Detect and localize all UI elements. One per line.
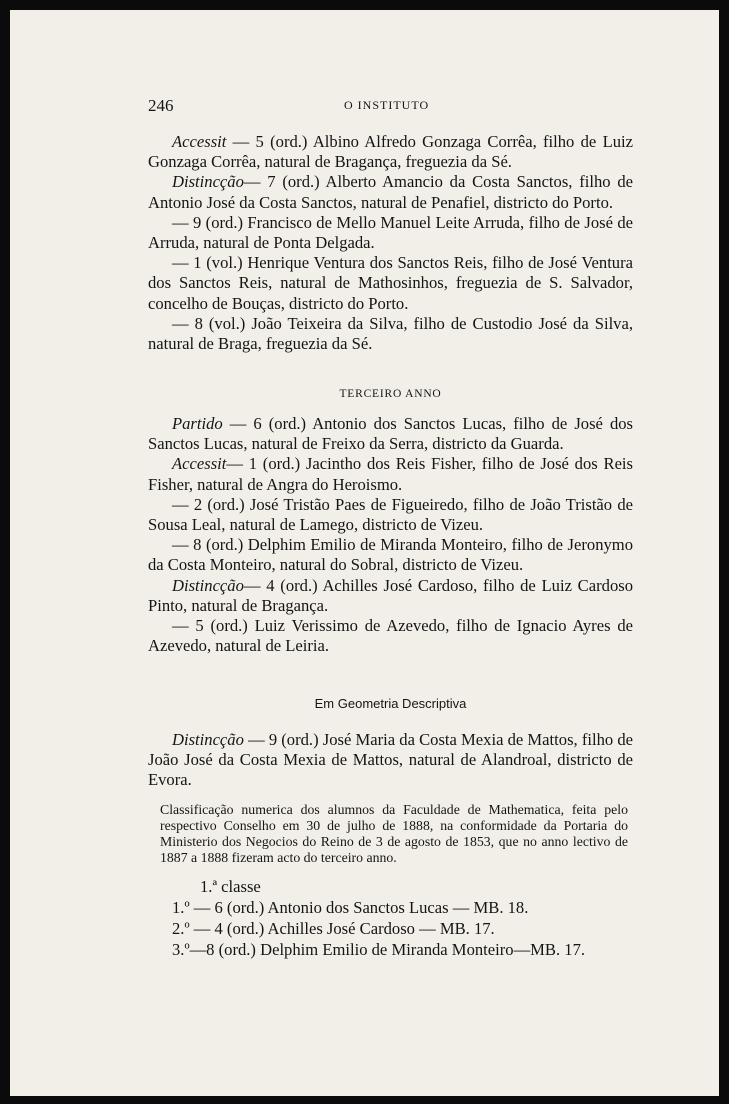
entry-paragraph [148,132,633,172]
classification-note-text: Classificação numerica dos alumnos da Faculdade de Mathematica, feita pelo respectivo Conselho em 30 de julho de 1888, na conformidade da Portaria do Ministerio dos Negocios do Reino de 3 de agosto de 1853, que no anno lectivo de 1887 a 1888 fizeram acto do terceiro anno. [160,802,628,865]
entry-paragraph [148,616,633,656]
page-number: 246 [148,96,174,115]
entry-text: — 6 (ord.) Antonio dos Sanctos Lucas, filho de José dos Sanctos Lucas, natural de Freixo da Serra, districto da Guarda. [148,414,633,454]
entries-third-year [148,414,633,656]
entry-text: — 5 (ord.) Luiz Verissimo de Azevedo, filho de Ignacio Ayres de Azevedo, natural de Leiria. [148,616,633,656]
entry-paragraph [148,314,633,354]
entry-text: — 4 (ord.) Achilles José Cardoso, filho de Luiz Cardoso Pinto, natural de Bragança. [148,575,633,615]
entry-paragraph [148,253,633,314]
entry-text: — 9 (ord.) Francisco de Mello Manuel Leite Arruda, filho de José de Arruda, natural de Ponta Delgada. [148,212,633,253]
entries-geometria [148,730,633,791]
classe-row: 1.º — 6 (ord.) Antonio dos Sanctos Lucas — MB. 18. [172,898,529,917]
entry-text: — 1 (ord.) Jacintho dos Reis Fisher, filho de José dos Reis Fisher, natural de Angra do Heroismo. [148,454,633,494]
entry-paragraph [148,414,633,454]
entry-text: — 1 (vol.) Henrique Ventura dos Sanctos Reis, filho de José Ventura dos Sanctos Reis, natural de Mathosinhos, freguezia de S. Salvador, concelho de Bouças, districto do Porto. [148,253,633,313]
classe-title: 1.ª classe [200,877,261,896]
classe-row: 3.º—8 (ord.) Delphim Emilio de Miranda Monteiro—MB. 17. [172,940,586,959]
entry-paragraph [148,495,633,535]
section-heading-geometria: Em Geometria Descriptiva [314,696,467,711]
entry-paragraph [148,172,633,212]
entry-paragraph [148,730,633,791]
classe-row: 2.º — 4 (ord.) Achilles José Cardoso — MB. 17. [172,919,495,938]
classification-list [172,876,632,960]
page-header [148,96,628,118]
section-heading-terceiro-anno: TERCEIRO ANNO [339,388,442,400]
entry-text: — 8 (vol.) João Teixeira da Silva, filho de Custodio José da Silva, natural de Braga, freguezia da Sé. [148,313,633,354]
entry-label: Distincção [172,575,244,595]
running-title: O INSTITUTO [344,98,430,112]
entry-label: Distincção [172,172,244,192]
entry-paragraph [148,213,633,253]
entry-paragraph [148,454,633,494]
entry-label: Distincção [172,730,244,749]
entries-second-year [148,132,633,354]
entry-text: — 9 (ord.) José Maria da Costa Mexia de Mattos, filho de João José da Costa Mexia de Mattos, natural de Alandroal, districto de Evora. [148,730,633,790]
entry-label: Accessit [172,454,227,474]
entry-paragraph [148,576,633,616]
classification-note [160,802,628,866]
entry-paragraph [148,535,633,575]
entry-text: — 7 (ord.) Alberto Amancio da Costa Sanctos, filho de Antonio José da Costa Sanctos, natural de Penafiel, districto do Porto. [148,172,633,212]
entry-label: Partido [172,414,223,433]
entry-text: — 8 (ord.) Delphim Emilio de Miranda Monteiro, filho de Jeronymo da Costa Monteiro, natural do Sobral, districto de Vizeu. [148,535,633,575]
entry-label: Accessit [172,132,227,151]
entry-text: — 5 (ord.) Albino Alfredo Gonzaga Corrêa, filho de Luiz Gonzaga Corrêa, natural de Bragança, freguezia da Sé. [148,132,633,172]
entry-text: — 2 (ord.) José Tristão Paes de Figueiredo, filho de João Tristão de Sousa Leal, natural de Lamego, districto de Vizeu. [148,494,633,535]
